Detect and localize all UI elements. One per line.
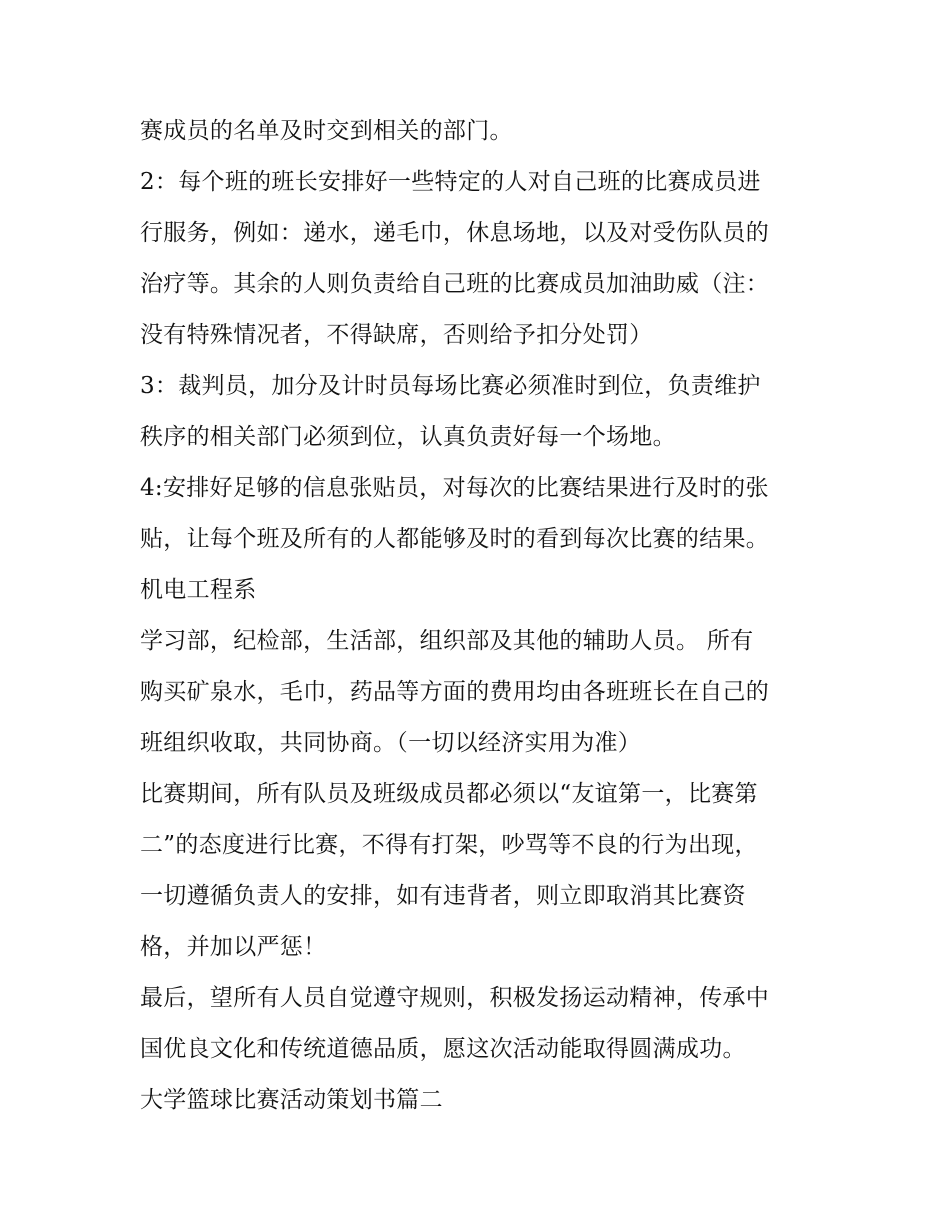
text-line: 2：每个班的班长安排好一些特定的人对自己班的比赛成员进 (140, 169, 761, 195)
text-line: 4:安排好足够的信息张贴员，对每次的比赛结果进行及时的张 (140, 475, 769, 501)
text-line: 3：裁判员，加分及计时员每场比赛必须准时到位，负责维护 (140, 373, 761, 399)
text-line: 二”的态度进行比赛，不得有打架，吵骂等不良的行为出现， (140, 832, 758, 858)
text-line: 治疗等。其余的人则负责给自己班的比赛成员加油助威（注： (140, 271, 770, 297)
text-line: 格，并加以严惩！ (140, 934, 327, 960)
text-line: 赛成员的名单及时交到相关的部门。 (140, 118, 513, 144)
text-line: 一切遵循负责人的安排，如有违背者，则立即取消其比赛资 (140, 883, 746, 909)
text-line: 贴，让每个班及所有的人都能够及时的看到每次比赛的结果。 (140, 526, 770, 552)
document-body (140, 106, 820, 1126)
text-line: 秩序的相关部门必须到位，认真负责好每一个场地。 (140, 424, 676, 450)
text-line: 购买矿泉水，毛巾，药品等方面的费用均由各班班长在自己的 (140, 679, 770, 705)
section-heading: 机电工程系 (140, 577, 257, 603)
text-line: 班组织收取，共同协商。（一切以经济实用为准） (140, 730, 642, 756)
text-line: 最后，望所有人员自觉遵守规则，积极发扬运动精神，传承中 (140, 985, 770, 1011)
text-line: 没有特殊情况者，不得缺席，否则给予扣分处罚） (140, 322, 653, 348)
text-line: 国优良文化和传统道德品质，愿这次活动能取得圆满成功。 (140, 1036, 746, 1062)
section-heading: 大学篮球比赛活动策划书篇二 (140, 1087, 443, 1113)
text-line: 行服务，例如：递水，递毛巾，休息场地，以及对受伤队员的 (140, 220, 770, 246)
text-line: 比赛期间，所有队员及班级成员都必须以“友谊第一，比赛第 (140, 781, 758, 807)
text-line: 学习部，纪检部，生活部，组织部及其他的辅助人员。 所有 (140, 628, 754, 654)
